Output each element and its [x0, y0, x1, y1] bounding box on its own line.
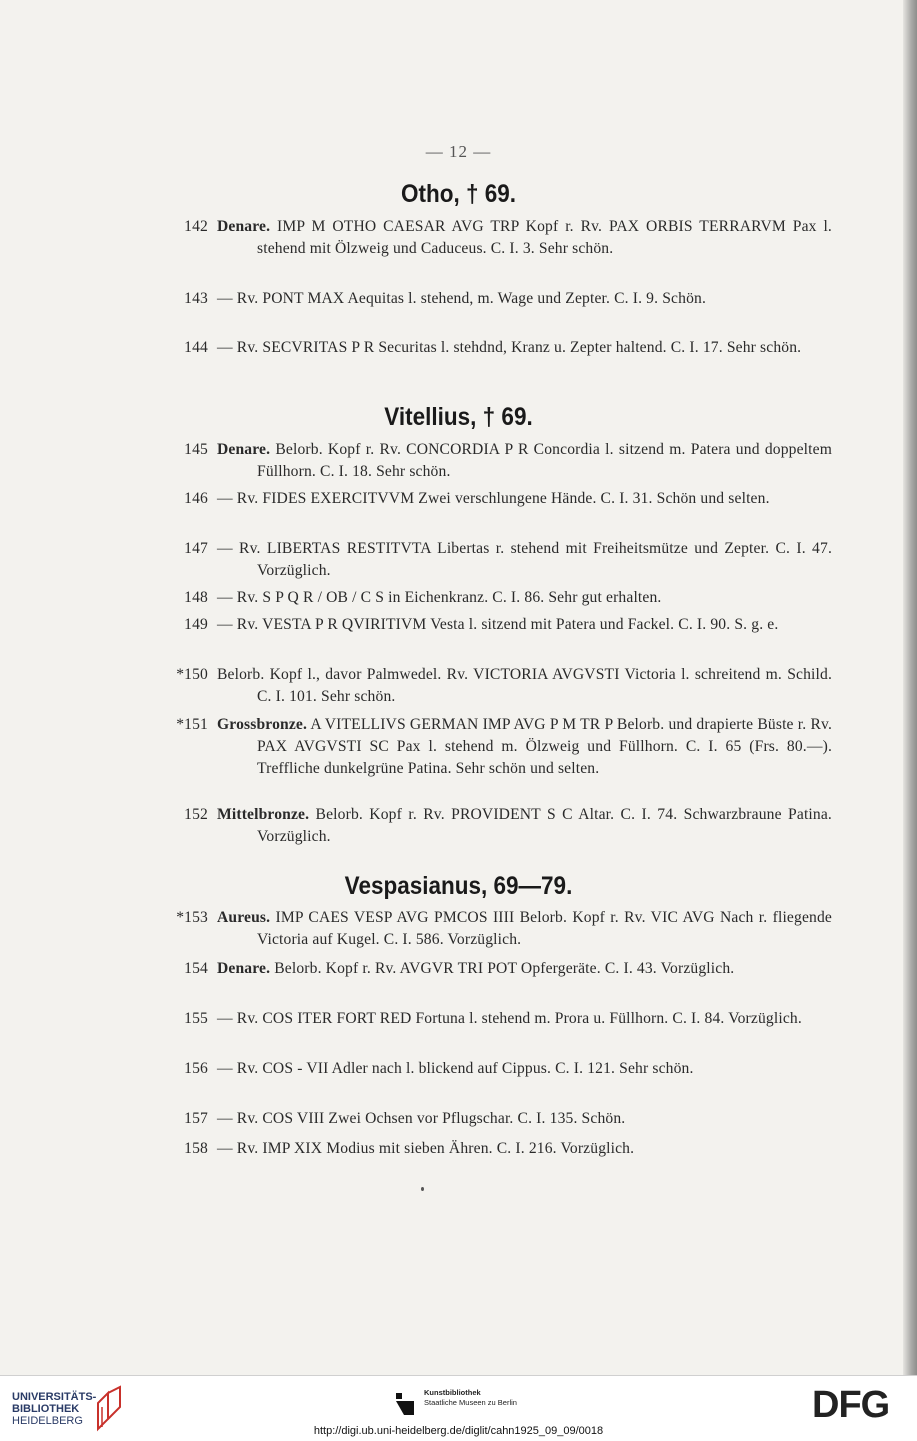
- catalog-entry: [160, 337, 832, 359]
- catalog-entry: [160, 587, 832, 609]
- entry-description: — Rv. LIBERTAS RESTITVTA Libertas r. stehend mit Freiheitsmütze und Zepter. C. I. 47. Vorzüglich.: [217, 540, 832, 579]
- entry-description: — Rv. VESTA P R QVIRITIVM Vesta l. sitzend mit Patera und Fackel. C. I. 90. S. g. e.: [217, 616, 779, 633]
- entry-description: — Rv. COS ITER FORT RED Fortuna l. stehend m. Prora u. Füllhorn. C. I. 84. Vorzüglich.: [217, 1010, 802, 1027]
- kunstbibliothek-line-1: Kunstbibliothek: [424, 1388, 481, 1397]
- catalog-entry: [160, 614, 832, 636]
- entry-description: IMP M OTHO CAESAR AVG TRP Kopf r. Rv. PAX ORBIS TERRARVM Pax l. stehend mit Ölzweig und Caduceus. C. I. 3. Sehr schön.: [257, 218, 832, 257]
- entry-number: 145: [184, 441, 208, 458]
- section-heading-vitellius: Vitellius, † 69.: [384, 403, 533, 431]
- entry-number: 142: [184, 218, 208, 235]
- catalog-entry: [160, 664, 832, 708]
- catalog-entry: [160, 907, 832, 951]
- entry-number: 146: [184, 490, 208, 507]
- entry-number: 158: [184, 1140, 208, 1157]
- catalog-entry: [160, 1058, 832, 1080]
- entry-description: — Rv. SECVRITAS P R Securitas l. stehdnd, Kranz u. Zepter haltend. C. I. 17. Sehr schön.: [217, 339, 802, 356]
- entry-category: Grossbronze.: [217, 716, 308, 733]
- university-line-1: UNIVERSITÄTS-: [12, 1391, 97, 1403]
- entry-category: Denare.: [217, 960, 271, 977]
- entry-description: Belorb. Kopf r. Rv. AVGVR TRI POT Opfergeräte. C. I. 43. Vorzüglich.: [274, 960, 735, 977]
- entry-description: — Rv. FIDES EXERCITVVM Zwei verschlungene Hände. C. I. 31. Schön und selten.: [217, 490, 770, 507]
- catalog-entry: [160, 439, 832, 483]
- catalog-entry: [160, 804, 832, 848]
- entry-category: Mittelbronze.: [217, 806, 310, 823]
- entry-description: — Rv. IMP XIX Modius mit sieben Ähren. C. I. 216. Vorzüglich.: [217, 1140, 635, 1157]
- page-number: — 12 —: [425, 142, 492, 161]
- section-heading-vespasianus: Vespasianus, 69—79.: [344, 872, 573, 900]
- entry-description: Belorb. Kopf r. Rv. CONCORDIA P R Concordia l. sitzend m. Patera und doppeltem Füllhorn. C. I. 18. Sehr schön.: [257, 441, 832, 480]
- kunstbibliothek-name: [424, 1388, 517, 1408]
- entry-description: — Rv. PONT MAX Aequitas l. stehend, m. Wage und Zepter. C. I. 9. Schön.: [217, 290, 707, 307]
- entry-number: *150: [176, 666, 208, 683]
- entry-number: 156: [184, 1060, 208, 1077]
- entry-description: — Rv. COS - VII Adler nach l. blickend auf Cippus. C. I. 121. Sehr schön.: [217, 1060, 694, 1077]
- ink-speck: [421, 1187, 424, 1191]
- university-library-name: [12, 1391, 96, 1427]
- entry-category: Denare.: [217, 218, 271, 235]
- catalog-entry: [160, 288, 832, 310]
- kunstbibliothek-line-2: Staatliche Museen zu Berlin: [424, 1398, 517, 1407]
- entry-number: 147: [184, 540, 208, 557]
- section-heading-otho: Otho, † 69.: [400, 180, 517, 208]
- catalog-entry: [160, 538, 832, 582]
- catalog-entry: [160, 714, 832, 780]
- entry-number: 148: [184, 589, 208, 606]
- entry-number: 155: [184, 1010, 208, 1027]
- entry-description: — Rv. COS VIII Zwei Ochsen vor Pflugschar. C. I. 135. Schön.: [217, 1110, 626, 1127]
- entry-description: — Rv. S P Q R / OB / C S in Eichenkranz. C. I. 86. Sehr gut erhalten.: [217, 589, 662, 606]
- university-line-2: BIBLIOTHEK: [12, 1403, 80, 1415]
- catalog-entry: [160, 1008, 832, 1030]
- digitization-footer: [0, 1375, 917, 1441]
- kunstbibliothek-logo-icon: [392, 1391, 418, 1417]
- entry-description: A VITELLIVS GERMAN IMP AVG P M TR P Belorb. und drapierte Büste r. Rv. PAX AVGVSTI SC Pax l. stehend m. Ölzweig und Füllhorn. C. I. 65 (Frs. 80.—). Treffliche dunkelgrüne Patina. Sehr schön und selten.: [257, 716, 832, 777]
- university-line-3: HEIDELBERG: [12, 1415, 83, 1427]
- entry-category: Aureus.: [217, 909, 271, 926]
- catalog-entry: [160, 1108, 832, 1130]
- entry-description: Belorb. Kopf r. Rv. PROVIDENT S C Altar. C. I. 74. Schwarzbraune Patina. Vorzüglich.: [257, 806, 832, 845]
- entry-category: Denare.: [217, 441, 271, 458]
- source-url-link[interactable]: http://digi.ub.uni-heidelberg.de/diglit/cahn1925_09_09/0018: [313, 1425, 604, 1437]
- entry-number: *151: [176, 716, 208, 733]
- entry-number: 152: [184, 806, 208, 823]
- catalog-entry: [160, 216, 832, 260]
- entry-number: 149: [184, 616, 208, 633]
- entry-number: 157: [184, 1110, 208, 1127]
- dfg-logo: DFG: [812, 1384, 890, 1426]
- catalog-entry: [160, 1138, 832, 1160]
- catalog-entry: [160, 958, 832, 980]
- entry-number: *153: [176, 909, 208, 926]
- entry-number: 144: [184, 339, 208, 356]
- entry-description: IMP CAES VESP AVG PMCOS IIII Belorb. Kopf r. Rv. VIC AVG Nach r. fliegende Victoria auf Kugel. C. I. 586. Vorzüglich.: [257, 909, 832, 948]
- page-edge-shadow: [903, 0, 917, 1375]
- entry-description: Belorb. Kopf l., davor Palmwedel. Rv. VICTORIA AVGVSTI Victoria l. schreitend m. Schild. C. I. 101. Sehr schön.: [217, 666, 832, 705]
- entry-number: 143: [184, 290, 208, 307]
- catalog-entry: [160, 488, 832, 510]
- entry-number: 154: [184, 960, 208, 977]
